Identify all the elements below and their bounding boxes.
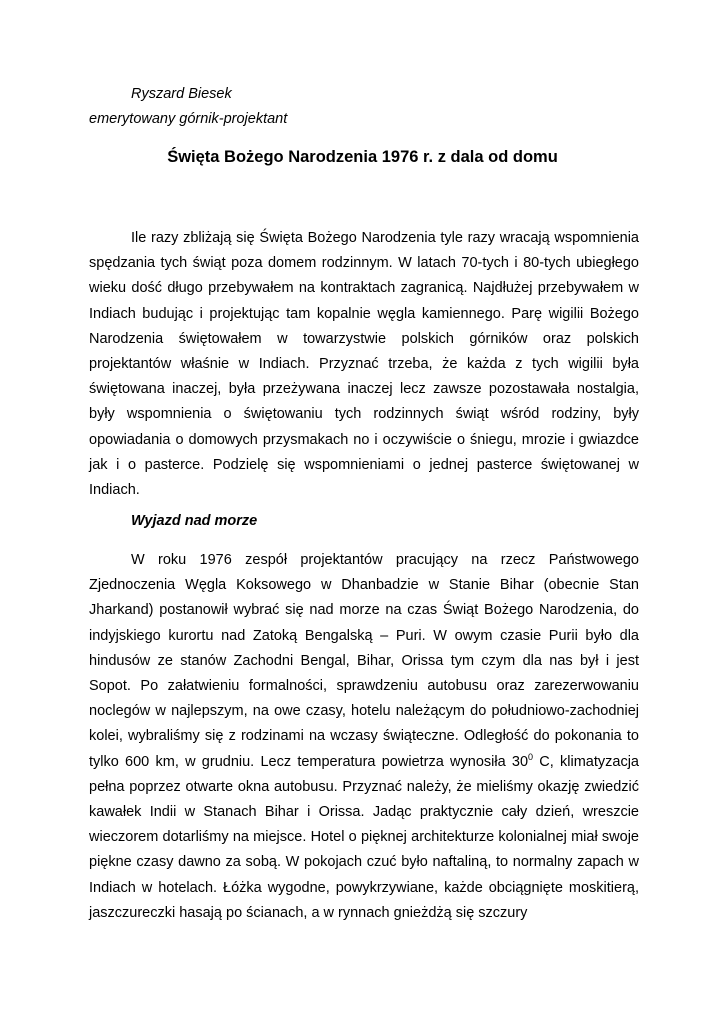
author-name: Ryszard Biesek [131, 86, 232, 102]
document-title: Święta Bożego Narodzenia 1976 r. z dala od domu [167, 148, 558, 166]
author-role: emerytowany górnik-projektant [89, 111, 288, 127]
paragraph-intro: Ile razy zbliżają się Święta Bożego Narodzenia tyle razy wracają wspomnienia spędzania tych świąt poza domem rodzinnym. W latach 70-tych i 80-tych ubiegłego wieku dość długo przebywałem na kontraktach zagranicą. Najdłużej przebywałem w Indiach budując i projektując tam kopalnie węgla kamiennego. Parę wigilii Bożego Narodzenia świętowałem w towarzystwie polskich górników oraz polskich projektantów właśnie w Indiach. Przyznać trzeba, że każda z tych wigilii była świętowana inaczej, była przeżywana inaczej lecz zawsze pozostawała nostalgia, były wspomnienia o świętowaniu tych rodzinnych świąt wśród rodziny, były opowiadania o domowych przysmakach no i oczywiście o śniegu, mrozie i gwiazdce jak i o pasterce. Podzielę się wspomnieniami o jednej pasterce świętowanej w Indiach. [89, 230, 639, 499]
paragraph-trip-text-1: W roku 1976 zespół projektantów pracujący na rzecz Państwowego Zjednoczenia Węgla Koksowego w Dhanbadzie w Stanie Bihar (obecnie Stan Jharkand) postanowił wybrać się nad morze na czas Świąt Bożego Narodzenia, do indyjskiego kurortu nad Zatoką Bengalską – Puri. W owym czasie Purii było dla hindusów ze stanów Zachodni Bengal, Bihar, Orissa tym czym dla nas był i jest Sopot. Po załatwieniu formalności, sprawdzeniu autobusu oraz zarezerwowaniu noclegów w najlepszym, na owe czasy, hotelu należącym do południowo-zachodniej kolei, wybraliśmy się z rodzinami na wczasy świąteczne. Odległość do pokonania to tylko 600 km, w grudniu. Lecz temperatura powietrza wynosiła 30 [89, 552, 639, 770]
section-heading: Wyjazd nad morze [131, 513, 258, 529]
degree-superscript: 0 [528, 751, 534, 762]
paragraph-trip-text-2: C, klimatyzacja pełna poprzez otwarte okna autobusu. Przyznać należy, że mieliśmy okazję zwiedzić kawałek Indii w Stanach Bihar i Orissa. Jadąc praktycznie cały dzień, wreszcie wieczorem dotarliśmy na miejsce. Hotel o pięknej architekturze kolonialnej miał swoje piękne czasy dawno za sobą. W pokojach czuć było naftaliną, to normalny zapach w Indiach w hotelach. Łóżka wygodne, powykrzywiane, każde obciągnięte moskitierą, jaszczureczki hasają po ścianach, a w rynnach gnieżdżą się szczury [89, 753, 639, 921]
paragraph-trip [89, 548, 639, 926]
